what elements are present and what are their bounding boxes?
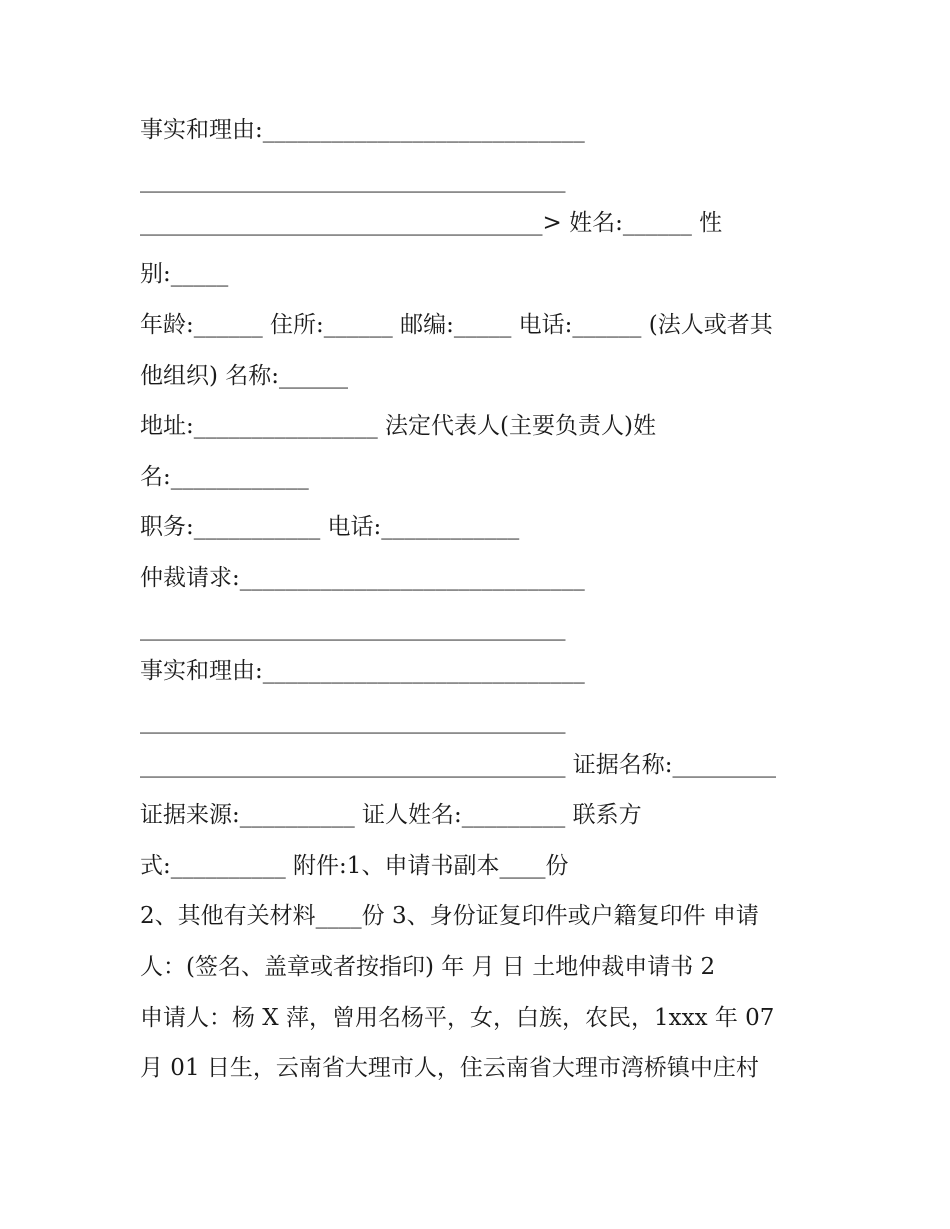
text-line: _____________________________________ bbox=[140, 167, 566, 193]
text-line: 月 01 日生，云南省大理市人，住云南省大理市湾桥镇中庄村 bbox=[140, 1055, 759, 1081]
text-line: 别:_____ bbox=[140, 261, 229, 287]
text-line: 职务:___________ 电话:____________ bbox=[140, 514, 520, 540]
text-line: 地址:________________ 法定代表人(主要负责人)姓 bbox=[140, 413, 657, 439]
text-line: _____________________________________ bbox=[140, 615, 566, 641]
text-line: _____________________________________ bbox=[140, 708, 566, 734]
text-line: 证据来源:__________ 证人姓名:_________ 联系方 bbox=[140, 802, 642, 828]
text-line: 名:____________ bbox=[140, 464, 309, 490]
text-line: 事实和理由:____________________________ bbox=[140, 658, 585, 684]
text-line: 2、其他有关材料____份 3、身份证复印件或户籍复印件 申请 bbox=[140, 903, 759, 929]
text-line: 人：(签名、盖章或者按指印) 年 月 日 土地仲裁申请书 2 bbox=[140, 954, 716, 980]
text-line: 事实和理由:____________________________ bbox=[140, 117, 585, 143]
text-line: 申请人：杨 X 萍，曾用名杨平，女，白族，农民，1xxx 年 07 bbox=[140, 1005, 775, 1031]
text-line: 仲裁请求:______________________________ bbox=[140, 565, 585, 591]
text-line: _____________________________________ 证据名称:_________ bbox=[140, 752, 777, 778]
text-line: 式:__________ 附件:1、申请书副本____份 bbox=[140, 853, 569, 879]
text-line: ___________________________________> 姓名:______ 性 bbox=[140, 210, 723, 236]
text-line: 年龄:______ 住所:______ 邮编:_____ 电话:______ (法人或者其 bbox=[140, 312, 773, 338]
text-line: 他组织) 名称:______ bbox=[140, 363, 349, 389]
